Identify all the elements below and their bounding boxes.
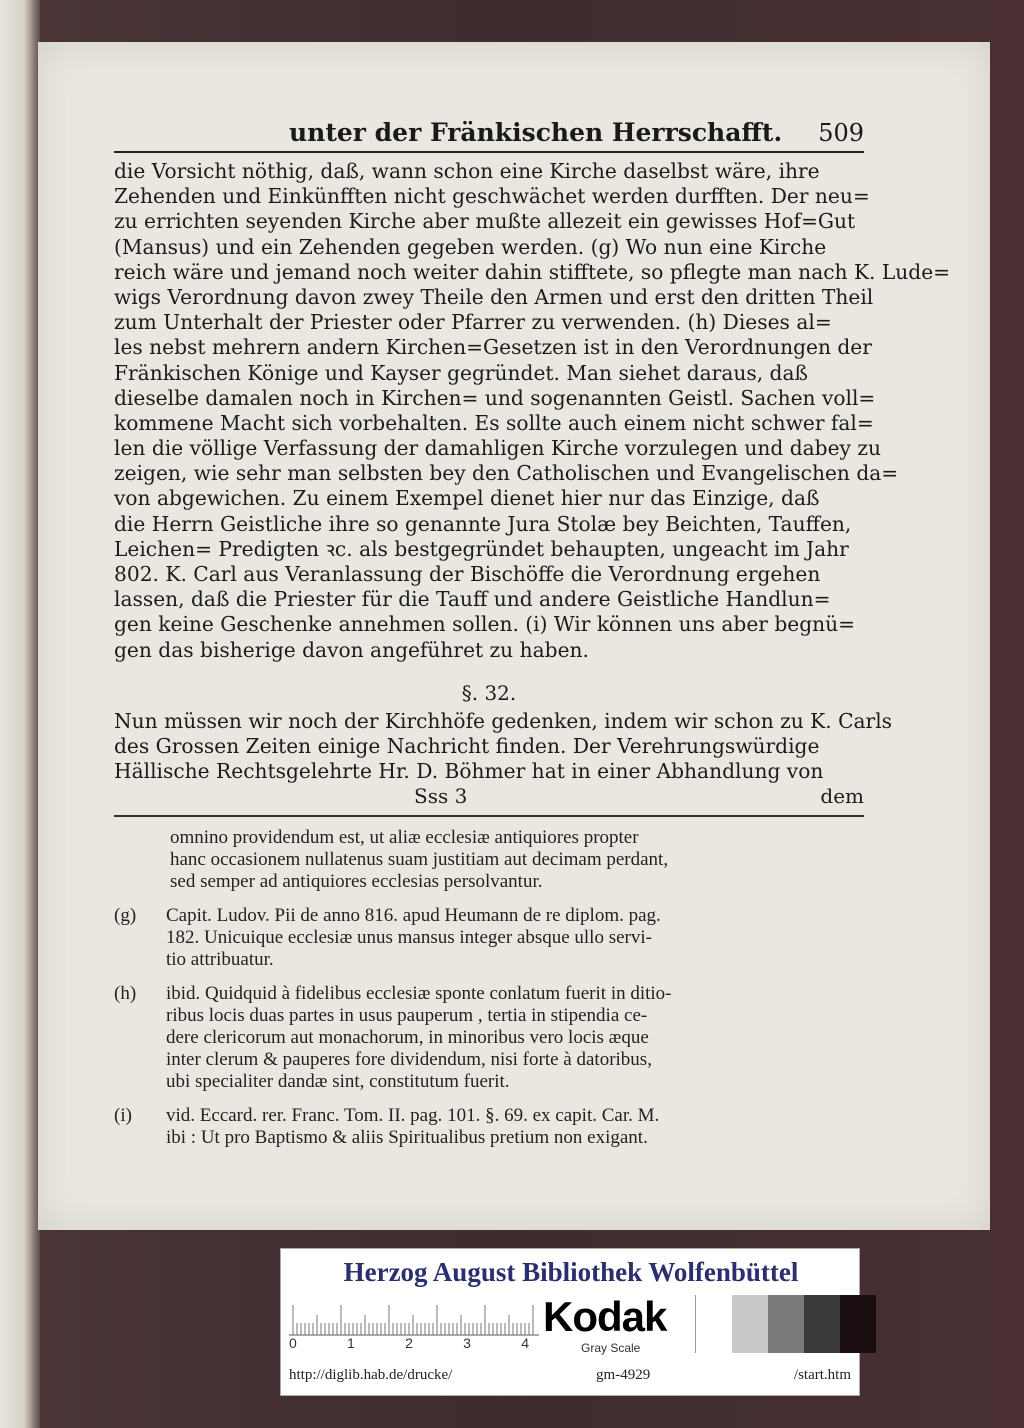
- catchword: dem: [820, 784, 864, 809]
- text-line: von abgewichen. Zu einem Exempel dienet hier nur das Einzige, daß: [114, 486, 820, 511]
- text-line: Leichen= Predigten ꝛc. als bestgegründet behaupten, ungeacht im Jahr: [114, 536, 849, 561]
- signature-line: [114, 784, 864, 809]
- text-line: gen keine Geschenke annehmen sollen. (i) Wir können uns aber begnü=: [114, 612, 856, 637]
- kodak-logo: Kodak: [543, 1293, 667, 1340]
- label-footer: [289, 1367, 851, 1384]
- url-left: http://diglib.hab.de/drucke/: [289, 1367, 453, 1383]
- text-line: omnino providendum est, ut aliæ ecclesiæ antiquiores propter: [170, 827, 639, 849]
- footnote-mark: (i): [114, 1105, 132, 1127]
- text-line: sed semper ad antiquiores ecclesias persolvantur.: [170, 871, 543, 893]
- gray-swatch: [840, 1295, 876, 1353]
- url-right: /start.htm: [793, 1367, 851, 1383]
- footnote: [114, 1105, 864, 1149]
- footnote: [114, 905, 864, 971]
- library-name: Herzog August Bibliothek Wolfenbüttel: [343, 1257, 799, 1287]
- gray-scale-label: Gray Scale: [581, 1341, 641, 1355]
- ruler-number: 3: [463, 1335, 471, 1351]
- text-line: ibi : Ut pro Baptismo & aliis Spiritualibus pretium non exigant.: [166, 1127, 648, 1149]
- text-line: vid. Eccard. rer. Franc. Tom. II. pag. 101. §. 69. ex capit. Car. M.: [166, 1105, 660, 1127]
- text-line: kommene Macht sich vorbehalten. Es sollte auch einem nicht schwer fal=: [114, 410, 874, 435]
- page-content: [114, 118, 951, 1161]
- text-line: die Vorsicht nöthig, daß, wann schon eine Kirche daselbst wäre, ihre: [114, 159, 820, 183]
- text-line: zeigen, wie sehr man selbsten bey den Catholischen und Evangelischen da=: [114, 461, 899, 486]
- footnote-rule: [114, 815, 864, 817]
- ruler-number: 1: [347, 1335, 355, 1351]
- text-line: dieselbe damalen noch in Kirchen= und sogenannten Geistl. Sachen voll=: [114, 385, 876, 410]
- text-line: les nebst mehrern andern Kirchen=Gesetzen ist in den Verordnungen der: [114, 335, 872, 360]
- footnote-list: [114, 905, 864, 1149]
- main-text: [114, 159, 951, 663]
- text-line: (Mansus) und ein Zehenden gegeben werden. (g) Wo nun eine Kirche: [114, 234, 827, 259]
- footnotes: [114, 827, 864, 1149]
- text-line: lassen, daß die Priester für die Tauff und andere Geistliche Handlun=: [114, 587, 831, 612]
- text-line: Zehenden und Einkünfften nicht geschwächet werden durfften. Der neu=: [114, 184, 870, 209]
- gray-swatch: [768, 1295, 804, 1353]
- footnote-text: [166, 983, 864, 1093]
- text-line: Fränkischen Könige und Kayser gegründet. Man siehet daraus, daß: [114, 360, 809, 385]
- text-line: zu errichten seyenden Kirche aber mußte allezeit ein gewisses Hof=Gut: [114, 209, 856, 234]
- ruler-number: 2: [405, 1335, 413, 1351]
- gray-swatch: [695, 1295, 732, 1353]
- ruler-scale: [289, 1299, 539, 1337]
- library-label: [280, 1248, 860, 1396]
- book-page: [38, 42, 990, 1230]
- footnote-continuation: [114, 827, 864, 893]
- text-line: inter clerum & pauperes fore dividendum, nisi forte à datoribus,: [166, 1049, 652, 1071]
- text-line: die Herrn Geistliche ihre so genannte Jura Stolæ bey Beichten, Tauffen,: [114, 511, 852, 536]
- text-line: hanc occasionem nullatenus suam justitiam aut decimam perdant,: [170, 849, 669, 871]
- adjacent-page-edge: [0, 0, 40, 1428]
- ruler-number: 0: [289, 1335, 297, 1351]
- text-line: Capit. Ludov. Pii de anno 816. apud Heumann de re diplom. pag.: [166, 905, 661, 927]
- text-line: dere clericorum aut monachorum, in minoribus vero locis æque: [166, 1027, 649, 1049]
- gray-swatch: [804, 1295, 840, 1353]
- section-heading: §. 32.: [461, 680, 517, 705]
- text-line: Hällische Rechtsgelehrte Hr. D. Böhmer hat in einer Abhandlung von: [114, 759, 824, 784]
- shelfmark: gm-4929: [596, 1367, 651, 1383]
- signature-mark: Sss 3: [414, 784, 468, 809]
- text-line: 802. K. Carl aus Veranlassung der Bischöffe die Verordnung ergehen: [114, 562, 821, 586]
- running-title: unter der Fränkischen Herrschafft.: [289, 118, 783, 147]
- page-header: [114, 118, 864, 153]
- text-line: reich wäre und jemand noch weiter dahin stifftete, so pflegte man nach K. Lude=: [114, 259, 951, 284]
- text-line: ribus locis duas partes in usus pauperum , tertia in stipendia ce-: [166, 1005, 648, 1027]
- footnote-mark: (h): [114, 983, 137, 1005]
- footnote-text: [166, 905, 864, 971]
- gray-swatches: [695, 1295, 876, 1353]
- gray-swatch: [732, 1295, 768, 1353]
- text-line: des Grossen Zeiten einige Nachricht finden. Der Verehrungswürdige: [114, 733, 820, 758]
- section-text: [114, 708, 893, 785]
- text-line: 182. Unicuique ecclesiæ unus mansus integer absque ullo servi-: [166, 927, 652, 949]
- footnote: [114, 983, 864, 1093]
- page-number: 509: [818, 119, 864, 147]
- text-line: Nun müssen wir noch der Kirchhöfe gedenken, indem wir schon zu K. Carls: [114, 708, 893, 733]
- text-line: ibid. Quidquid à fidelibus ecclesiæ sponte conlatum fuerit in ditio-: [166, 983, 672, 1005]
- text-line: ubi specialiter dandæ sint, constitutum fuerit.: [166, 1071, 510, 1093]
- footnote-text: [166, 1105, 864, 1149]
- ruler-number: 4: [521, 1335, 529, 1351]
- text-line: tio attribuatur.: [166, 949, 274, 971]
- text-line: wigs Verordnung davon zwey Theile den Armen und erst den dritten Theil: [114, 284, 874, 309]
- ruler-numbers: [289, 1335, 529, 1351]
- footnote-mark: (g): [114, 905, 137, 927]
- text-line: len die völlige Verfassung der damahligen Kirche vorzulegen und dabey zu: [114, 436, 881, 461]
- text-line: zum Unterhalt der Priester oder Pfarrer zu verwenden. (h) Dieses al=: [114, 310, 832, 335]
- text-line: gen das bisherige davon angeführet zu haben.: [114, 637, 589, 662]
